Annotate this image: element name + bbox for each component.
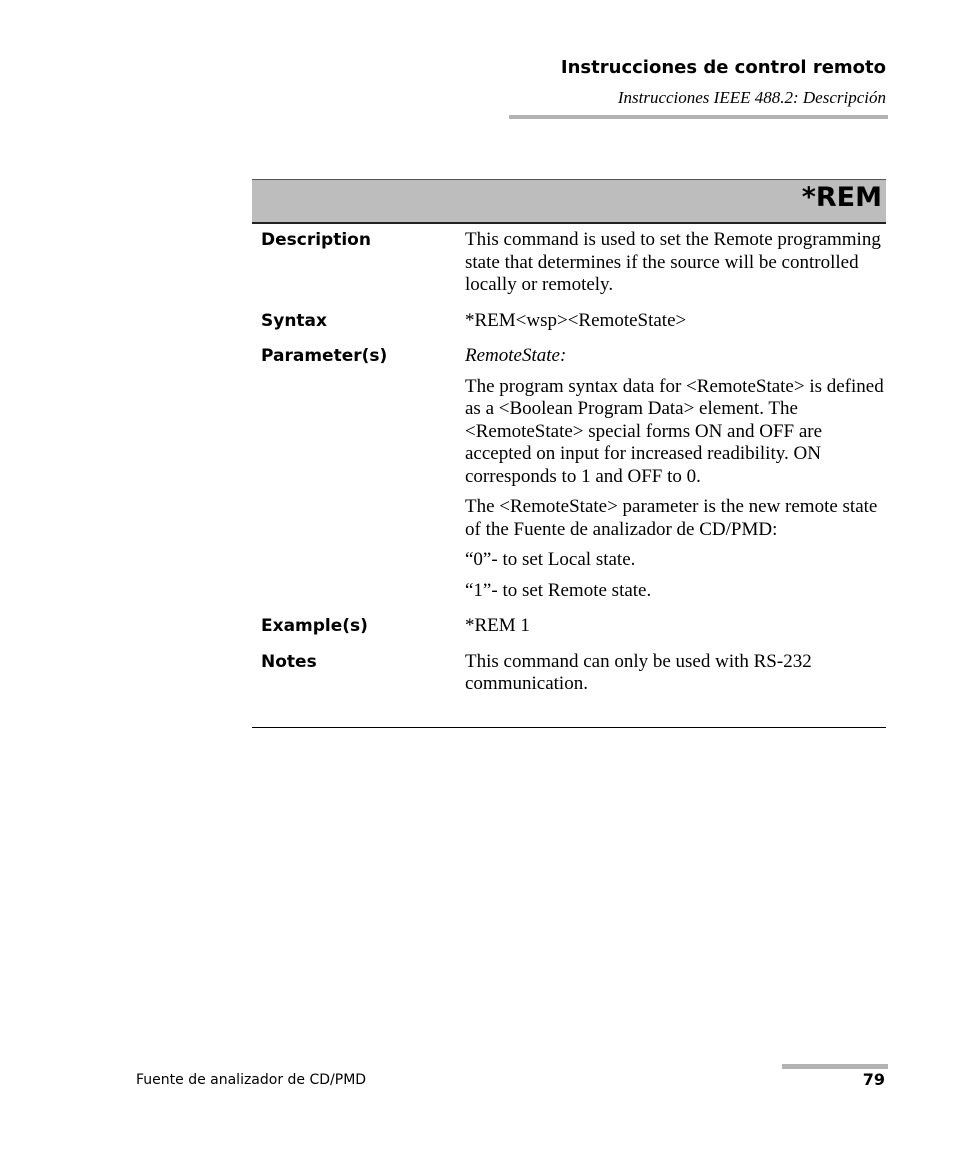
row-label-parameters: Parameter(s) bbox=[261, 346, 388, 366]
running-header-subtitle: Instrucciones IEEE 488.2: Descripción bbox=[617, 88, 886, 107]
footer-product-name: Fuente de analizador de CD/PMD bbox=[136, 1072, 367, 1088]
row-label-examples: Example(s) bbox=[261, 616, 368, 636]
row-label-syntax: Syntax bbox=[261, 310, 327, 331]
row-content-description bbox=[465, 229, 886, 297]
running-header-title: Instrucciones de control remoto bbox=[560, 57, 886, 78]
parameter-paragraph-1: The program syntax data for <RemoteState> is defined as a <Boolean Program Data> element. The <RemoteState> special forms ON and OFF are accepted on input for increased readibility. ON corresponds to 1 and OFF to 0. bbox=[465, 375, 884, 487]
parameter-name: RemoteState: bbox=[465, 345, 567, 366]
example-text: *REM 1 bbox=[465, 615, 530, 636]
parameter-paragraph-2: The <RemoteState> parameter is the new remote state of the Fuente de analizador de CD/PMD: bbox=[465, 496, 878, 540]
page-number: 79 bbox=[862, 1070, 885, 1089]
syntax-text: *REM<wsp><RemoteState> bbox=[465, 309, 687, 331]
row-syntax bbox=[252, 310, 886, 333]
header-rule bbox=[509, 115, 888, 119]
table-bottom-rule bbox=[252, 727, 886, 728]
parameter-paragraph-4: “1”- to set Remote state. bbox=[465, 579, 652, 601]
footer-rule bbox=[782, 1064, 888, 1069]
notes-text: This command can only be used with RS-232 communication. bbox=[465, 650, 812, 694]
command-table bbox=[252, 229, 886, 709]
row-label-notes: Notes bbox=[261, 651, 317, 672]
parameter-paragraph-3: “0”- to set Local state. bbox=[465, 549, 636, 570]
row-content-examples bbox=[465, 615, 886, 638]
row-content-notes bbox=[465, 651, 886, 696]
row-notes bbox=[252, 651, 886, 696]
row-parameters bbox=[252, 345, 886, 602]
row-description bbox=[252, 229, 886, 297]
description-text: This command is used to set the Remote programming state that determines if the source will be controlled locally or remotely. bbox=[465, 229, 881, 295]
row-content-syntax bbox=[465, 310, 886, 333]
row-label-description: Description bbox=[261, 230, 371, 250]
command-name: *REM bbox=[801, 182, 882, 213]
command-title-bar bbox=[252, 179, 886, 224]
row-content-parameters bbox=[465, 345, 886, 602]
row-examples bbox=[252, 615, 886, 638]
